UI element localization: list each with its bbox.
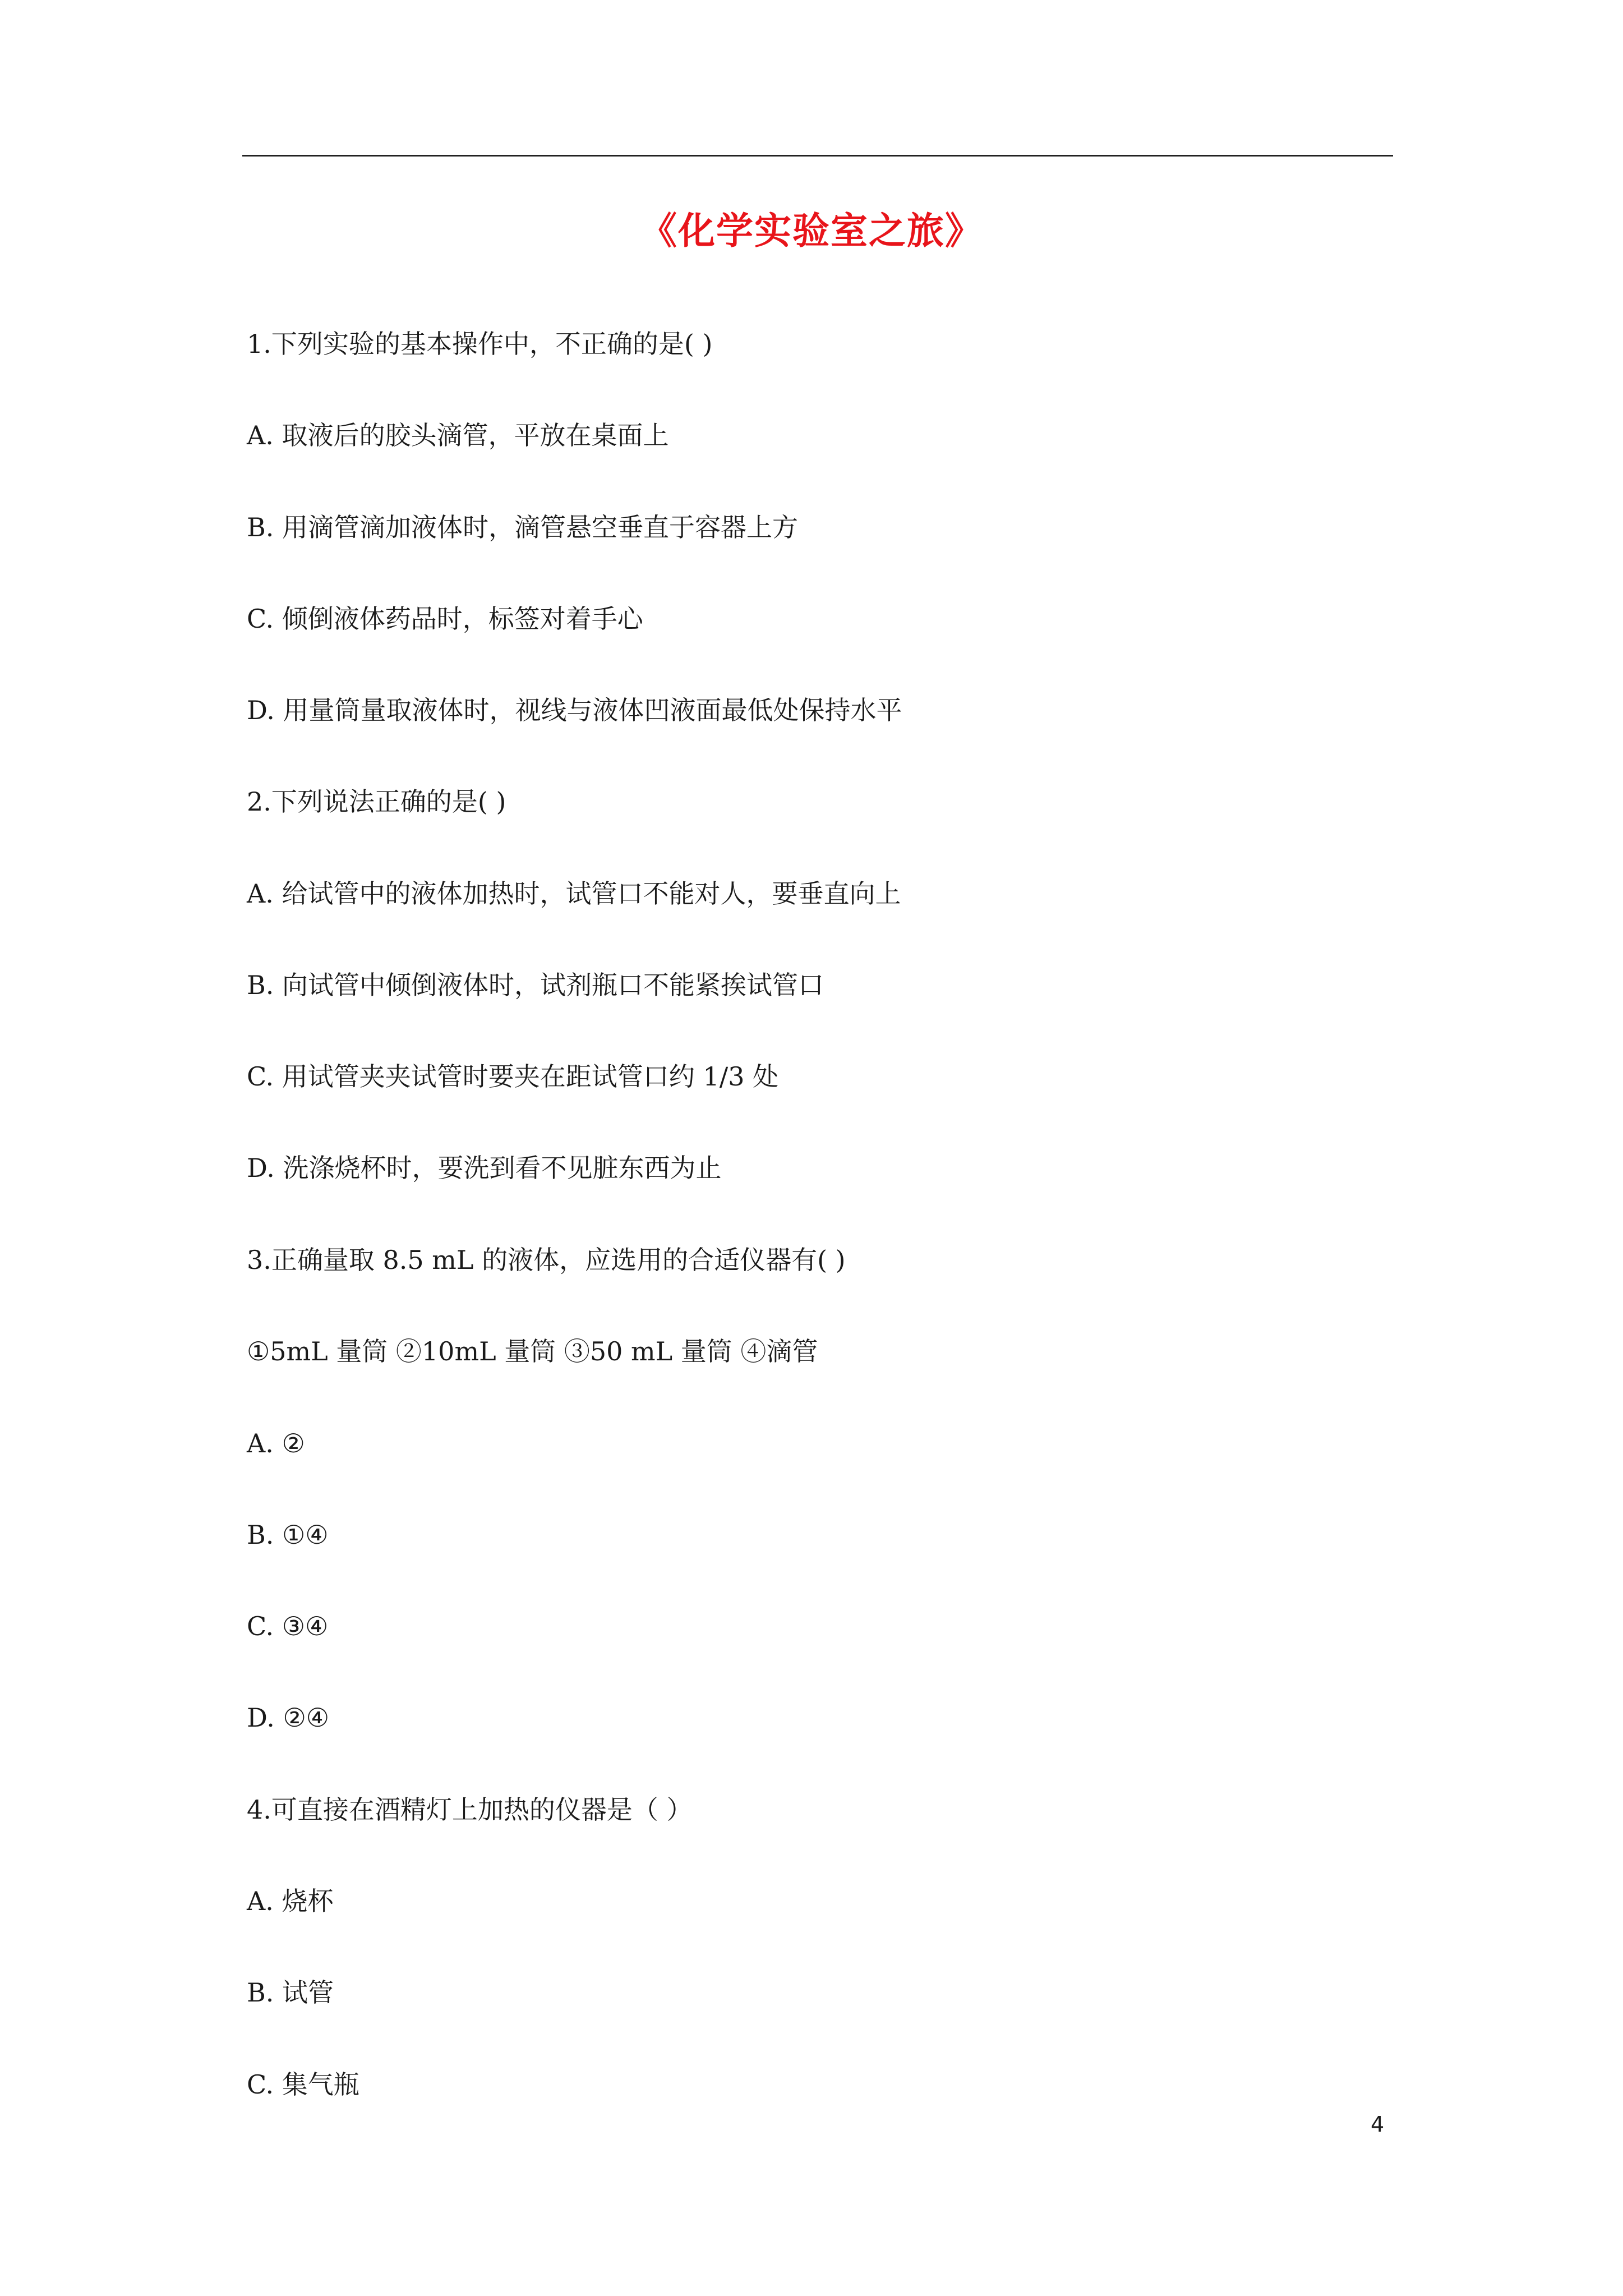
- question-2-option-b: B. 向试管中倾倒液体时，试剂瓶口不能紧挨试管口: [247, 970, 824, 1000]
- question-4-stem: 4.可直接在酒精灯上加热的仪器是（ ）: [247, 1795, 693, 1825]
- question-1-option-d: D. 用量筒量取液体时，视线与液体凹液面最低处保持水平: [247, 695, 902, 725]
- question-3-option-d: D. ②④: [247, 1703, 329, 1733]
- question-4-option-c: C. 集气瓶: [247, 2069, 359, 2100]
- question-3-stem: 3.正确量取 8.5 mL 的液体，应选用的合适仪器有( ): [247, 1245, 846, 1275]
- question-1-option-a: A. 取液后的胶头滴管，平放在桌面上: [247, 420, 669, 450]
- question-3-option-c: C. ③④: [247, 1611, 329, 1641]
- question-1-option-b: B. 用滴管滴加液体时，滴管悬空垂直于容器上方: [247, 512, 799, 542]
- question-4-option-a: A. 烧杯: [247, 1886, 334, 1916]
- question-1-option-c: C. 倾倒液体药品时，标签对着手心: [247, 604, 643, 634]
- question-2-stem: 2.下列说法正确的是( ): [247, 786, 506, 817]
- page-number: 4: [1371, 2112, 1385, 2137]
- header-rule: [242, 155, 1393, 157]
- page-title: 《化学实验室之旅》: [640, 209, 983, 252]
- question-2-option-d: D. 洗涤烧杯时，要洗到看不见脏东西为止: [247, 1153, 722, 1183]
- question-2-option-c: C. 用试管夹夹试管时要夹在距试管口约 1/3 处: [247, 1061, 779, 1092]
- question-3-option-b: B. ①④: [247, 1520, 329, 1550]
- question-2-option-a: A. 给试管中的液体加热时，试管口不能对人，要垂直向上: [247, 878, 901, 909]
- question-3-option-a: A. ②: [247, 1428, 305, 1458]
- question-3-note: ①5mL 量筒 ②10mL 量筒 ③50 mL 量筒 ④滴管: [247, 1336, 818, 1366]
- question-4-option-b: B. 试管: [247, 1977, 334, 2008]
- question-1-stem: 1.下列实验的基本操作中，不正确的是( ): [247, 329, 713, 359]
